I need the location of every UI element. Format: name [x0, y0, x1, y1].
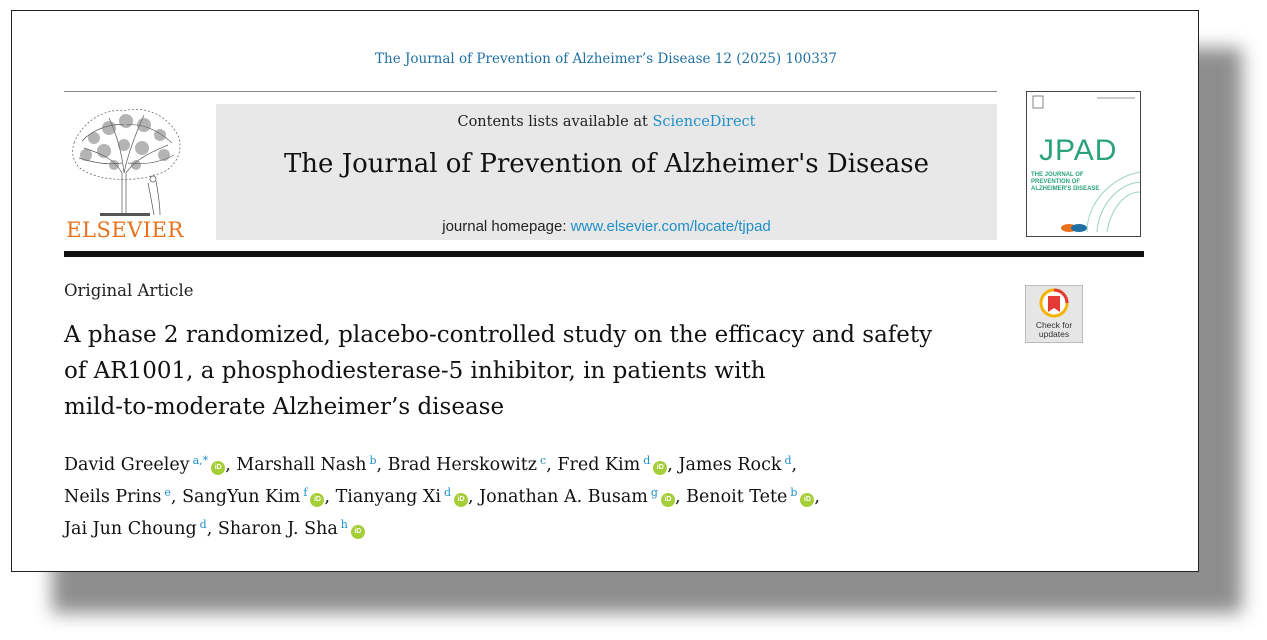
article-title: [64, 317, 1004, 425]
author-entry: [64, 455, 225, 475]
author-name[interactable]: Tianyang Xi: [335, 487, 441, 507]
author-entry: [678, 455, 791, 475]
author-entry: [479, 487, 675, 507]
homepage-line: [216, 218, 997, 235]
author-name[interactable]: Marshall Nash: [236, 455, 367, 475]
author-entry: [64, 519, 207, 539]
author-affiliation-link[interactable]: g: [650, 486, 658, 499]
check-for-updates-button[interactable]: [1025, 285, 1083, 343]
author-entry: [218, 519, 365, 539]
check-for-updates-icon: [1026, 286, 1082, 322]
author-affiliation-link[interactable]: c: [540, 454, 547, 467]
contents-prefix: Contents lists available at: [457, 114, 653, 130]
journal-homepage-link[interactable]: www.elsevier.com/locate/tjpad: [570, 218, 771, 235]
author-name[interactable]: Jai Jun Choung: [64, 519, 197, 539]
orcid-icon[interactable]: iD: [211, 461, 225, 475]
author-name[interactable]: Neils Prins: [64, 487, 162, 507]
author-list: David Greeley $^{a,*}$iD , Marshall Nash $^b$, Brad Herskowitz $^c$, Fred Kim $^d$iD , James Rock $^d$, Neils Prins $^e$, SangYun Kim $^f$iD , Tianyang Xi $^d$iD , Jonathan A. Busam $^g$iD , Benoit Tete $^b$iD , Jai Jun Choung $^d$, Sharon J. Sha $^h$iD: [64, 454, 820, 539]
author-name[interactable]: David Greeley: [64, 455, 190, 475]
author-name[interactable]: Sharon J. Sha: [217, 519, 338, 539]
orcid-icon[interactable]: iD: [653, 461, 667, 475]
author-affiliation-link[interactable]: d: [784, 454, 792, 467]
author-name[interactable]: Brad Herskowitz: [387, 455, 538, 475]
contents-line: [216, 114, 997, 130]
author-affiliation-link[interactable]: d: [643, 454, 651, 467]
author-affiliation-link[interactable]: d: [443, 486, 452, 499]
author-entry: [336, 487, 468, 507]
journal-title: The Journal of Prevention of Alzheimer's Disease: [283, 149, 930, 179]
header-divider: [64, 91, 997, 92]
sciencedirect-link[interactable]: ScienceDirect: [652, 114, 756, 130]
orcid-icon[interactable]: iD: [351, 525, 365, 539]
article-page: [11, 10, 1199, 572]
author-entry: [236, 455, 376, 475]
author-entry: [557, 455, 667, 475]
title-line: mild-to-moderate Alzheimer’s disease: [64, 394, 505, 420]
homepage-prefix: journal homepage:: [442, 218, 571, 235]
author-name[interactable]: Benoit Tete: [686, 487, 788, 507]
title-line: of AR1001, a phosphodiesterase-5 inhibitor, in patients with: [64, 358, 766, 384]
author-affiliation-link[interactable]: d: [199, 518, 207, 531]
check-for-updates-label: Check for updates: [1035, 320, 1073, 339]
orcid-icon[interactable]: iD: [800, 493, 814, 507]
author-affiliation-link[interactable]: e: [164, 486, 171, 499]
author-entry: [182, 487, 324, 507]
author-entry: [686, 487, 814, 507]
author-affiliation-link[interactable]: b: [790, 486, 798, 499]
publisher-name: ELSEVIER: [66, 218, 184, 242]
orcid-icon[interactable]: iD: [454, 493, 468, 507]
orcid-icon[interactable]: iD: [310, 493, 324, 507]
author-affiliation-link[interactable]: b: [369, 454, 377, 467]
header-rule: [64, 251, 1144, 257]
author-name[interactable]: SangYun Kim: [182, 487, 301, 507]
author-entry: [388, 455, 547, 475]
author-affiliation-link[interactable]: a,*: [192, 454, 209, 467]
journal-citation[interactable]: The Journal of Prevention of Alzheimer’s Disease 12 (2025) 100337: [375, 51, 837, 67]
orcid-icon[interactable]: iD: [661, 493, 675, 507]
author-name[interactable]: James Rock: [678, 455, 782, 475]
cover-journal-abbr: JPAD: [1039, 134, 1118, 167]
journal-cover-thumbnail[interactable]: [1026, 91, 1141, 237]
author-affiliation-link[interactable]: h: [340, 518, 348, 531]
author-entry: [64, 487, 171, 507]
author-affiliation-link[interactable]: f: [303, 486, 308, 499]
title-line: A phase 2 randomized, placebo-controlled study on the efficacy and safety: [64, 322, 933, 348]
author-name[interactable]: Jonathan A. Busam: [479, 487, 648, 507]
journal-banner: [216, 104, 997, 240]
author-name[interactable]: Fred Kim: [557, 455, 641, 475]
article-type: Original Article: [64, 281, 194, 300]
cover-journal-title: THE JOURNAL OF PREVENTION OF ALZHEIMER'S DISEASE: [1031, 172, 1100, 192]
